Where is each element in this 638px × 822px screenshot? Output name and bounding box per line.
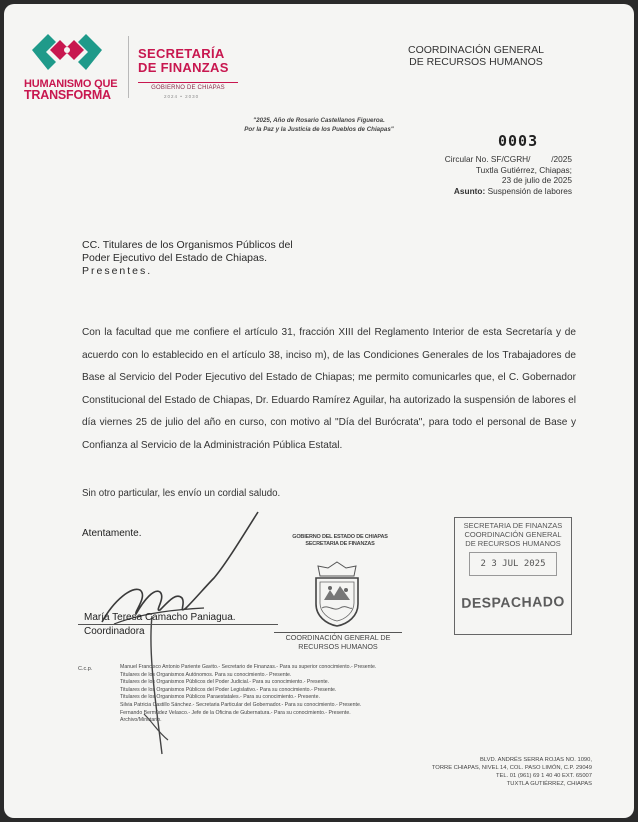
ccp-line: Silvia Patricia Castillo Sánchez.- Secretaria Particular del Gobernador.- Para su conocimiento.- Presente.	[120, 701, 362, 708]
recipient-line3: Presentes.	[82, 265, 153, 277]
circular-number: 0003	[498, 132, 539, 150]
circular-date: 23 de julio de 2025	[501, 175, 572, 185]
gobierno-stamp-line2: SECRETARIA DE FINANZAS	[305, 541, 375, 547]
received-line1: SECRETARIA DE FINANZAS	[463, 521, 563, 530]
asunto-label: Asunto:	[453, 185, 486, 196]
slogan-line1: HUMANISMO QUE	[24, 78, 118, 90]
received-date: 2 3 JUL 2025	[469, 552, 557, 576]
ccp-line: Titulares de los Organismos Públicos Paraestatales.- Para su conocimiento.- Presente.	[120, 694, 320, 701]
chiapas-emblem-icon	[28, 28, 106, 72]
body-paragraph: Con la facultad que me confiere el artículo 31, fracción XIII del Reglamento Interior de esta Secretaría y de acuerdo con lo establecido en el artículo 38, inciso m), de las Condiciones Generales de los Trabajadores de Base al Servicio del Poder Ejecutivo del Estado de Chiapas; me permito comunicarles que, el C. Gobernador Constitucional del Estado de Chiapas, Dr. Eduardo Ramírez Aguilar, ha autorizado la suspensión de labores el día viernes 25 de julio del año en curso, con motivo al "Día del Burócrata", para todo el personal de Base y Confianza al Servicio de la Administración Pública Estatal.	[82, 327, 576, 451]
signer-role: Coordinadora	[84, 626, 145, 637]
year-motto-line2: Por la Paz y la Justicia de los Pueblos de Chiapas"	[244, 126, 394, 133]
coat-of-arms-icon	[310, 560, 364, 628]
coord-stamp-line2: RECURSOS HUMANOS	[298, 641, 378, 651]
recipient-line1: CC. Titulares de los Organismos Públicos del	[82, 239, 293, 251]
received-stamp	[454, 517, 572, 635]
circular-label: Circular No. SF/CGRH/ /2025	[444, 154, 572, 164]
gobierno-stamp-line1: GOBIERNO DEL ESTADO DE CHIAPAS	[292, 534, 388, 540]
signer-name: María Teresa Camacho Paniagua.	[84, 612, 236, 623]
year-motto-line1: "2025, Año de Rosario Castellanos Figueroa.	[253, 117, 385, 124]
recipient-line2: Poder Ejecutivo del Estado de Chiapas.	[82, 252, 268, 264]
slogan	[24, 79, 124, 101]
year-motto	[4, 116, 634, 134]
slogan-line2: TRANSFORMA	[24, 88, 111, 102]
received-line3: DE RECURSOS HUMANOS	[465, 539, 561, 548]
address-line4: TUXTLA GUTIÉRREZ, CHIAPAS	[506, 781, 592, 787]
coordinacion-line2: DE RECURSOS HUMANOS	[409, 56, 543, 68]
ccp-line: Manuel Francisco Antonio Pariente Gavito.- Secretario de Finanzas.- Para su superior conocimiento.- Presente.	[120, 664, 377, 670]
document-page	[4, 4, 634, 818]
despachado-label: DESPACHADO	[461, 593, 565, 611]
coordinacion-stamp	[274, 632, 402, 651]
address-line2: TORRE CHIAPAS, NIVEL 14, COL. PASO LIMÓN, C.P. 29049	[431, 765, 592, 771]
asunto	[445, 186, 572, 197]
coordinacion-line1: COORDINACIÓN GENERAL	[408, 44, 544, 56]
signature-line	[78, 624, 278, 625]
coord-stamp-line1: COORDINACIÓN GENERAL DE	[285, 633, 391, 642]
circular-place: Tuxtla Gutiérrez, Chiapas;	[475, 164, 572, 175]
period-label: 2024 • 2030	[164, 94, 200, 99]
secretaria-line2: DE FINANZAS	[138, 60, 229, 75]
ccp-line: Titulares de los Organismos Públicos del Poder Judicial.- Para su conocimiento.- Presente.	[120, 679, 330, 686]
ccp-line: Fernando Bermúdez Velasco.- Jefe de la Oficina de Gubernatura.- Para su conocimiento.- Presente.	[120, 709, 351, 716]
humanismo-logo	[24, 28, 124, 101]
received-line2: COORDINACIÓN GENERAL	[464, 530, 562, 539]
header-divider	[128, 36, 129, 98]
ccp-line: Titulares de los Organismos Públicos del Poder Legislativo.- Para su conocimiento.- Presente.	[120, 686, 337, 693]
secretaria-line1: SECRETARÍA	[138, 46, 225, 61]
address-line3: TEL. 01 (961) 69 1 40 40 EXT. 65007	[495, 773, 592, 779]
ccp-line: Archivo/Minutario.	[120, 717, 162, 724]
closing-line: Sin otro particular, les envío un cordial saludo.	[82, 488, 281, 499]
received-stamp-header	[455, 521, 571, 548]
atentamente-label: Atentamente.	[82, 528, 142, 539]
ccp-list	[120, 664, 500, 725]
asunto-value: Suspensión de labores	[487, 185, 572, 196]
coordinacion-header	[408, 44, 544, 68]
address-line1: BLVD. ANDRÉS SERRA ROJAS NO. 1090,	[479, 757, 592, 763]
circular-block	[445, 154, 572, 196]
secretaria-name	[138, 47, 229, 75]
gobierno-label: GOBIERNO DE CHIAPAS	[138, 82, 238, 91]
gobierno-stamp	[280, 534, 400, 548]
ccp-line: Titulares de los Organismos Autónomos. Para su conocimiento.- Presente.	[120, 671, 292, 678]
recipient-block	[82, 239, 293, 278]
address-block	[432, 756, 592, 788]
ccp-label: C.c.p.	[78, 666, 93, 672]
